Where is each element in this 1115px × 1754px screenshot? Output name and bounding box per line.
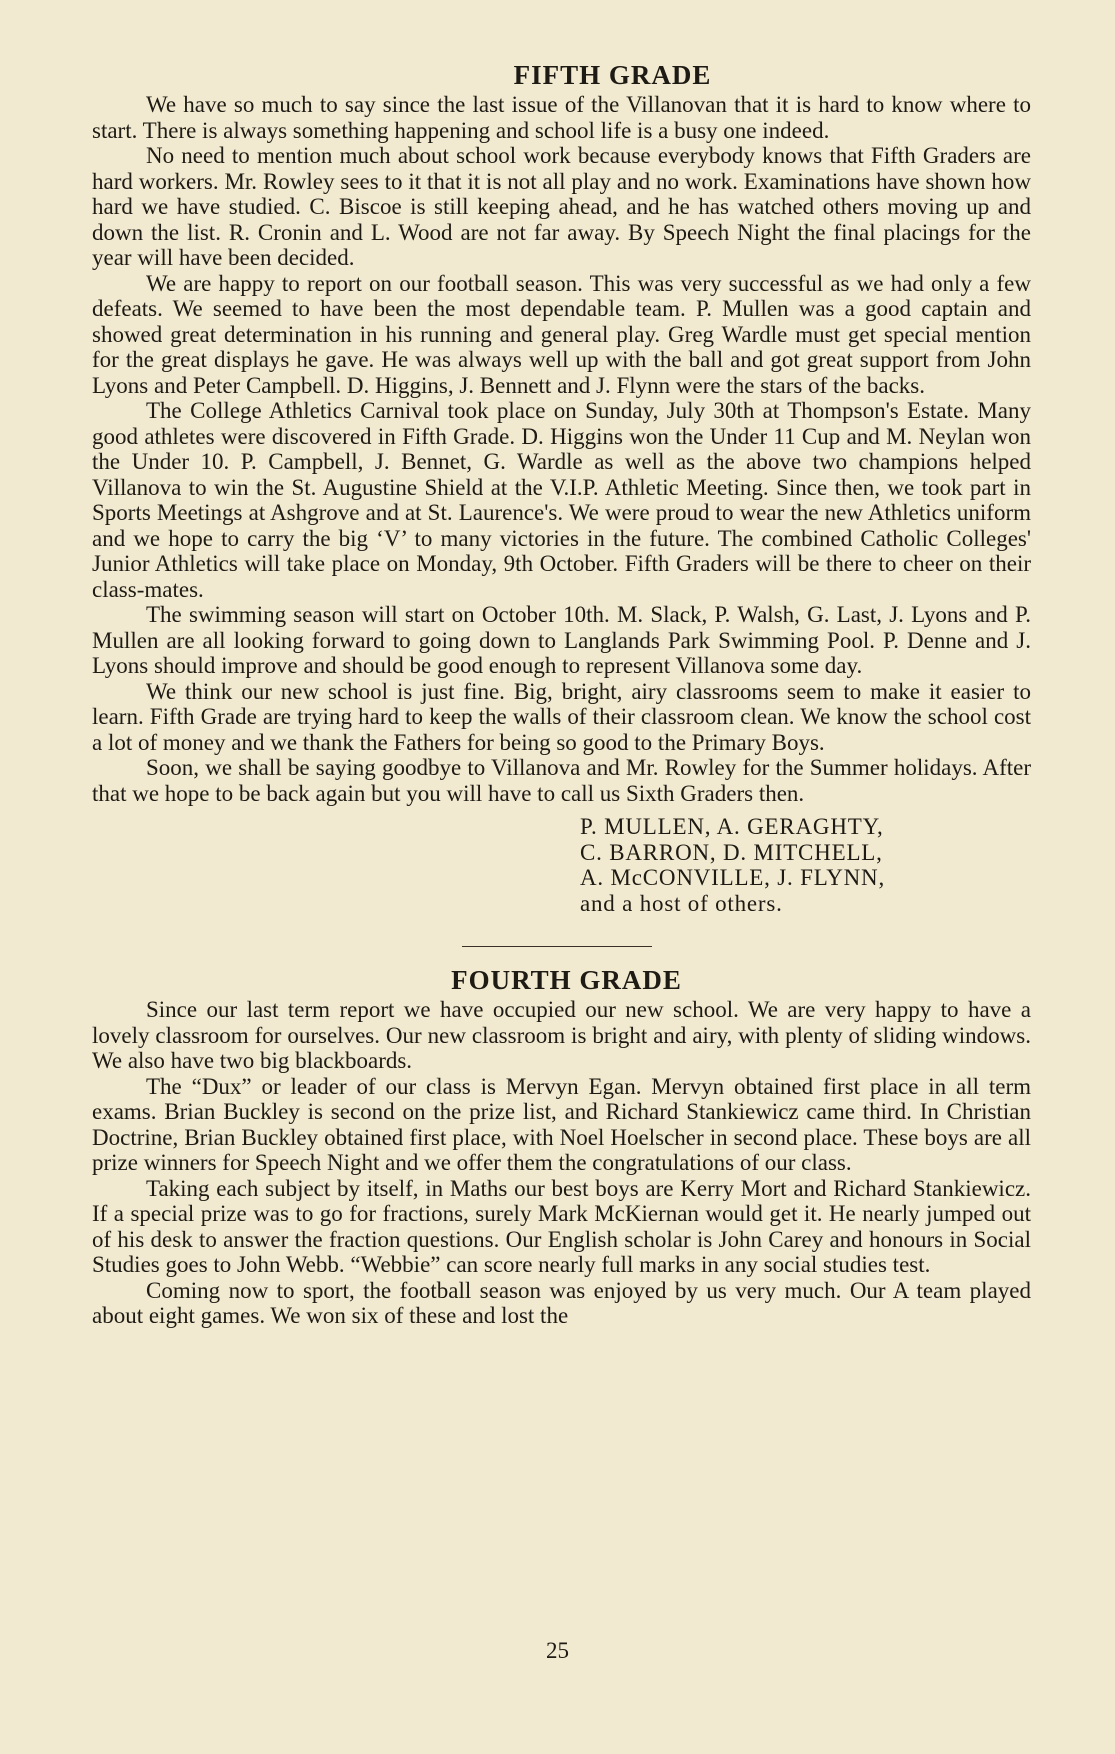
fourth-grade-section	[92, 963, 1031, 1329]
fifth-grade-paragraph: We think our new school is just fine. Big, bright, airy classrooms seem to make it easier to learn. Fifth Grade are trying hard to keep the walls of their classroom clean. We know the school cost a lot of money and we thank the Fathers for being so good to the Primary Boys.	[92, 678, 1031, 755]
signature-block	[580, 814, 1031, 916]
fourth-grade-paragraph: Since our last term report we have occupied our new school. We are very happy to have a lovely classroom for ourselves. Our new classroom is bright and airy, with plenty of sliding windows. We also have two big blackboards.	[92, 997, 1031, 1073]
section-divider	[462, 946, 652, 947]
fifth-grade-section	[92, 58, 1031, 916]
fourth-grade-paragraph: Taking each subject by itself, in Maths our best boys are Kerry Mort and Richard Stankiewicz. If a special prize was to go for fractions, surely Mark McKiernan would get it. He nearly jumped out of his desk to answer the fraction questions. Our English scholar is John Carey and honours in Social Studies goes to John Webb. “Webbie” can score nearly full marks in any social studies test.	[92, 1175, 1031, 1277]
signature-line: A. McCONVILLE, J. FLYNN,	[580, 865, 886, 890]
fifth-grade-paragraph: We are happy to report on our football season. This was very successful as we had only a few defeats. We seemed to have been the most dependable team. P. Mullen was a good captain and showed great determination in his running and general play. Greg Wardle must get special mention for the great displays he gave. He was always well up with the ball and got great support from John Lyons and Peter Campbell. D. Higgins, J. Bennett and J. Flynn were the stars of the backs.	[92, 270, 1031, 398]
fourth-grade-paragraph: The “Dux” or leader of our class is Mervyn Egan. Mervyn obtained first place in all term exams. Brian Buckley is second on the prize list, and Richard Stankiewicz came third. In Christian Doctrine, Brian Buckley obtained first place, with Noel Hoelscher in second place. These boys are all prize winners for Speech Night and we offer them the congratulations of our class.	[92, 1073, 1031, 1175]
signature-line: P. MULLEN, A. GERAGHTY,	[580, 814, 884, 839]
fifth-grade-paragraph: We have so much to say since the last issue of the Villanovan that it is hard to know where to start. There is always something happening and school life is a busy one indeed.	[92, 92, 1031, 143]
page-number: 25	[546, 1638, 569, 1663]
fifth-grade-paragraph: No need to mention much about school work because everybody knows that Fifth Graders are hard workers. Mr. Rowley sees to it that it is not all play and no work. Examinations have shown how hard we have studied. C. Biscoe is still keeping ahead, and he has watched others moving up and down the list. R. Cronin and L. Wood are not far away. By Speech Night the final placings for the year will have been decided.	[92, 143, 1031, 270]
fifth-grade-heading: FIFTH GRADE	[513, 60, 712, 90]
signature-line: C. BARRON, D. MITCHELL,	[580, 839, 883, 865]
fifth-grade-paragraph: The swimming season will start on October 10th. M. Slack, P. Walsh, G. Last, J. Lyons and P. Mullen are all looking forward to going down to Langlands Park Swimming Pool. P. Denne and J. Lyons should improve and should be good enough to represent Villanova some day.	[92, 602, 1031, 678]
fifth-grade-paragraph: The College Athletics Carnival took place on Sunday, July 30th at Thompson's Estate. Many good athletes were discovered in Fifth Grade. D. Higgins won the Under 11 Cup and M. Neylan won the Under 10. P. Campbell, J. Bennet, G. Wardle as well as the above two champions helped Villanova to win the St. Augustine Shield at the V.I.P. Athletic Meeting. Since then, we took part in Sports Meetings at Ashgrove and at St. Laurence's. We were proud to wear the new Athletics uniform and we hope to carry the big ‘V’ to many victories in the future. The combined Catholic Colleges' Junior Athletics will take place on Monday, 9th October. Fifth Graders will be there to cheer on their class-mates.	[92, 398, 1031, 602]
fourth-grade-heading: FOURTH GRADE	[451, 965, 682, 995]
fifth-grade-paragraph: Soon, we shall be saying goodbye to Villanova and Mr. Rowley for the Summer holidays. After that we hope to be back again but you will have to call us Sixth Graders then.	[92, 755, 1031, 806]
fourth-grade-paragraph: Coming now to sport, the football season was enjoyed by us very much. Our A team played about eight games. We won six of these and lost the	[92, 1277, 1031, 1328]
signature-line: and a host of others.	[580, 890, 783, 916]
